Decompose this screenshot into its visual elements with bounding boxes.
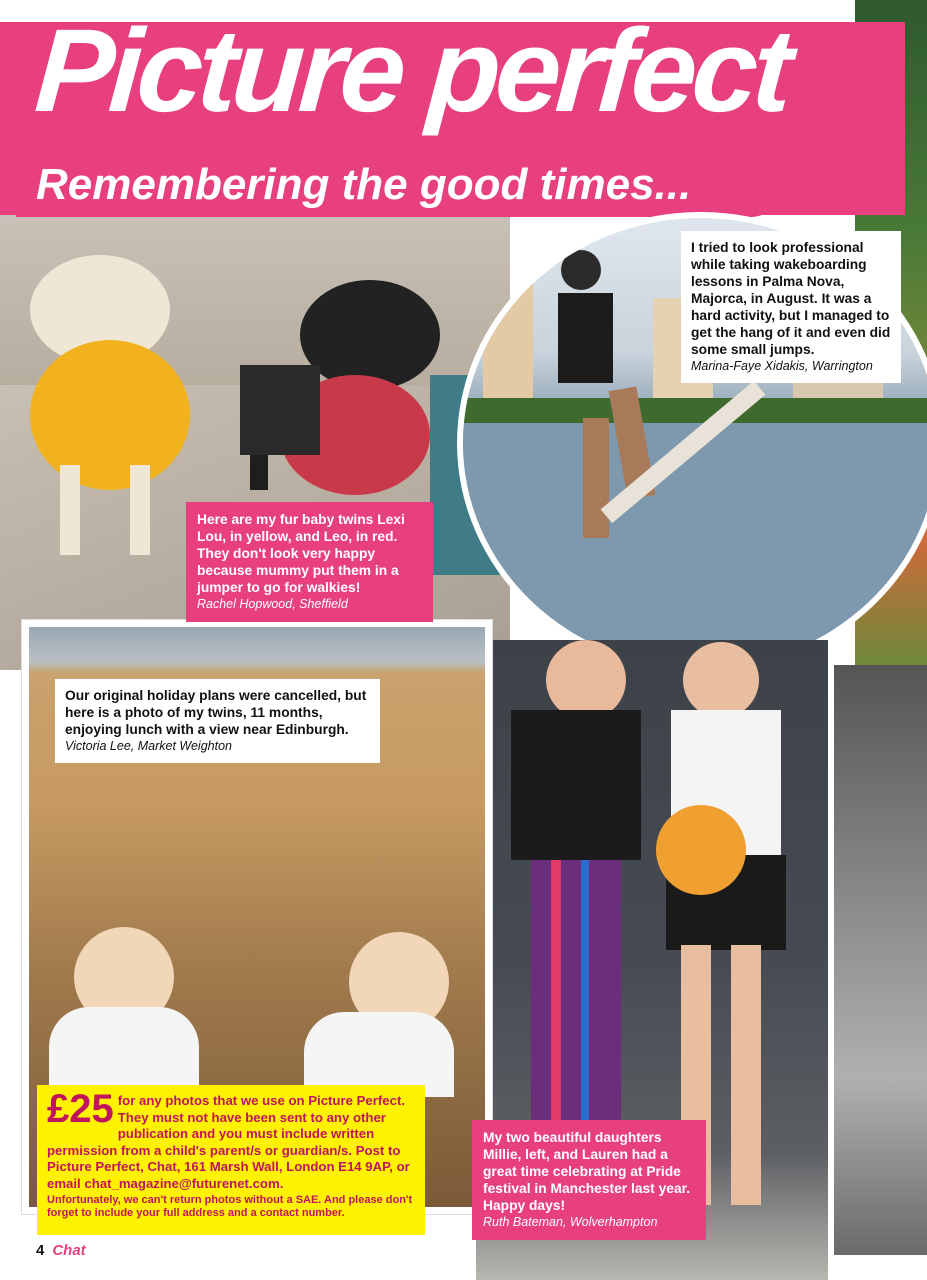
magazine-brand: Chat xyxy=(52,1242,86,1259)
daughters-caption-credit: Ruth Bateman, Wolverhampton xyxy=(483,1215,658,1229)
submission-offer-box xyxy=(37,1085,425,1235)
grayscale-photo-edge xyxy=(828,665,927,1255)
page-title: Picture perfect xyxy=(31,5,792,137)
twins-caption-credit: Victoria Lee, Market Weighton xyxy=(65,739,232,753)
dogs-caption-text: Here are my fur baby twins Lexi Lou, in yellow, and Leo, in red. They don't look very happy because mummy put them in a jumper to go for walkies! xyxy=(197,512,405,595)
page-subtitle: Remembering the good times... xyxy=(36,160,692,209)
dogs-caption-credit: Rachel Hopwood, Sheffield xyxy=(197,597,348,611)
offer-amount: £25 xyxy=(47,1087,114,1131)
daughters-caption-text: My two beautiful daughters Millie, left, and Lauren had a great time celebrating at Pride festival in Manchester last year. Happy days! xyxy=(483,1130,691,1213)
daughters-caption xyxy=(472,1120,706,1240)
page-number: 4 xyxy=(36,1242,45,1259)
twins-caption xyxy=(55,679,380,763)
offer-text: for any photos that we use on Picture Perfect. They must not have been sent to any other publication and you must include written permission from a child's parent/s or guardian/s. Post to Picture Perfect, Chat, 161 Marsh Wall, London E14 9AP, or email chat_magazine@futurenet.com. xyxy=(47,1093,410,1191)
wakeboard-caption-text: I tried to look professional while taking wakeboarding lessons in Palma Nova, Majorca, in August. It was a hard activity, but I managed to get the hang of it and even did some small jumps. xyxy=(691,240,891,357)
wakeboard-caption xyxy=(681,231,901,383)
dogs-caption xyxy=(186,502,433,622)
page-footer xyxy=(36,1242,86,1259)
wakeboard-caption-credit: Marina-Faye Xidakis, Warrington xyxy=(691,359,873,373)
twins-caption-text: Our original holiday plans were cancelled, but here is a photo of my twins, 11 months, enjoying lunch with a view near Edinburgh. xyxy=(65,688,367,737)
baby-body-left xyxy=(49,1007,199,1097)
offer-small-print: Unfortunately, we can't return photos without a SAE. And please don't forget to include your full address and a contact number. xyxy=(47,1194,413,1219)
